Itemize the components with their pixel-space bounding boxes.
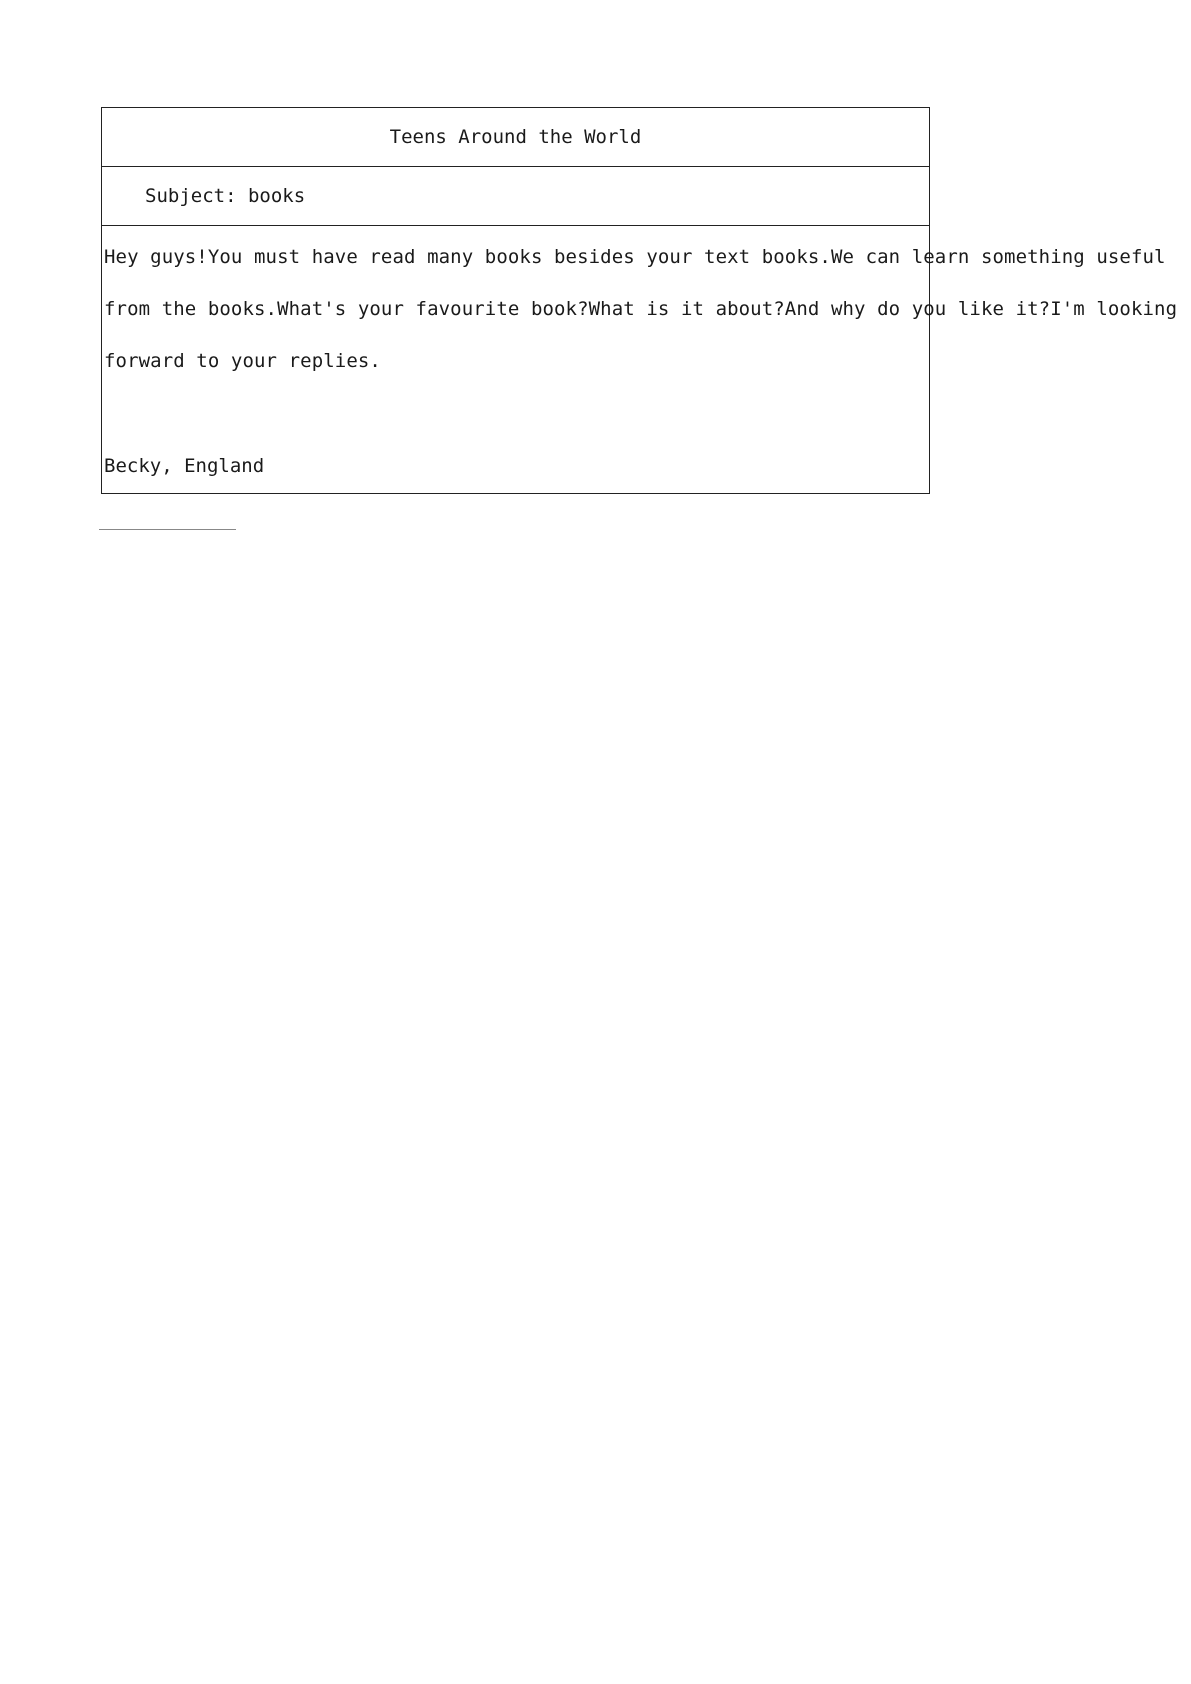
post-subject: Subject: books (102, 167, 929, 226)
body-line: Hey guys!You must have read many books besides your text books.We can learn something useful (104, 246, 1166, 268)
body-line: from the books.What's your favourite book?What is it about?And why do you like it?I'm looking (104, 298, 1178, 320)
post-signature: Becky, England (104, 455, 265, 477)
body-line: forward to your replies. (104, 350, 381, 372)
post-title: Teens Around the World (102, 108, 929, 167)
post-table (101, 107, 1178, 494)
footnote-separator (99, 529, 236, 530)
